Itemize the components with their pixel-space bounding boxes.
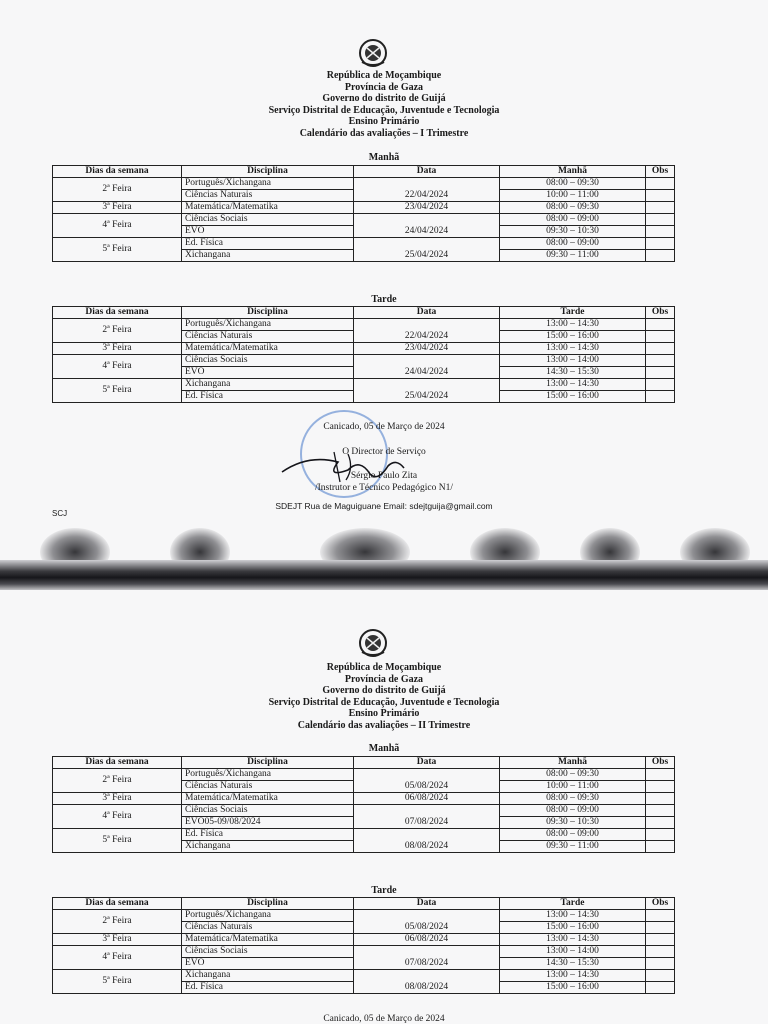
table-row [53, 343, 675, 355]
date-cell: 24/04/2024 [354, 214, 500, 238]
date-cell: 08/08/2024 [354, 829, 500, 853]
column-header: Data [354, 307, 500, 319]
signatory-title: /Instrutor e Técnico Pedagógico N1/ [314, 483, 454, 493]
time-cell: 08:00 – 09:00 [500, 829, 646, 841]
subject-cell: Português/Xichangana [182, 178, 354, 190]
table-header-row [53, 757, 675, 769]
obs-cell [646, 178, 675, 190]
header-line: Governo do distrito de Guijá [322, 93, 446, 105]
time-cell: 14:30 – 15:30 [500, 958, 646, 970]
time-cell: 08:00 – 09:30 [500, 202, 646, 214]
table-row [53, 355, 675, 367]
time-cell: 08:00 – 09:30 [500, 793, 646, 805]
section-title-manha: Manhã [368, 743, 400, 754]
obs-cell [646, 391, 675, 403]
column-header: Obs [646, 307, 675, 319]
obs-cell [646, 934, 675, 946]
subject-cell: Matemática/Matematika [182, 793, 354, 805]
date-cell: 22/04/2024 [354, 319, 500, 343]
column-header: Disciplina [182, 307, 354, 319]
day-cell: 5ª Feira [53, 238, 182, 262]
header-line: Ensino Primário [348, 708, 420, 720]
column-header: Tarde [500, 898, 646, 910]
header-line: Serviço Distrital de Educação, Juventude e Tecnologia [268, 696, 500, 708]
subject-cell: Matemática/Matematika [182, 934, 354, 946]
table-row [53, 805, 675, 817]
date-cell: 06/08/2024 [354, 793, 500, 805]
header-line: República de Moçambique [326, 662, 442, 673]
subject-cell: Xichangana [182, 379, 354, 391]
column-header: Data [354, 166, 500, 178]
obs-cell [646, 214, 675, 226]
day-cell: 4ª Feira [53, 355, 182, 379]
obs-cell [646, 922, 675, 934]
table-header-row [53, 166, 675, 178]
table-row [53, 829, 675, 841]
time-cell: 10:00 – 11:00 [500, 781, 646, 793]
date-cell: 08/08/2024 [354, 970, 500, 994]
reference-code: SCJ [52, 509, 68, 518]
time-cell: 15:00 – 16:00 [500, 982, 646, 994]
subject-cell: Ciências Sociais [182, 355, 354, 367]
day-cell: 4ª Feira [53, 946, 182, 970]
date-cell: 25/04/2024 [354, 379, 500, 403]
obs-cell [646, 379, 675, 391]
mozambique-emblem-icon [358, 38, 388, 68]
day-cell: 2ª Feira [53, 178, 182, 202]
column-header: Disciplina [182, 757, 354, 769]
time-cell: 13:00 – 14:30 [500, 970, 646, 982]
obs-cell [646, 781, 675, 793]
column-header: Manhã [500, 757, 646, 769]
subject-cell: Ciências Naturais [182, 922, 354, 934]
date-cell: 22/04/2024 [354, 178, 500, 202]
column-header: Disciplina [182, 898, 354, 910]
subject-cell: Ciências Naturais [182, 781, 354, 793]
document-page-2 [0, 590, 768, 1024]
obs-cell [646, 319, 675, 331]
document-header [0, 70, 768, 140]
table-row [53, 910, 675, 922]
subject-cell: Ciências Sociais [182, 946, 354, 958]
day-cell: 3ª Feira [53, 202, 182, 214]
time-cell: 13:00 – 14:00 [500, 355, 646, 367]
time-cell: 13:00 – 14:30 [500, 319, 646, 331]
subject-cell: Ciências Sociais [182, 805, 354, 817]
time-cell: 13:00 – 14:30 [500, 910, 646, 922]
time-cell: 10:00 – 11:00 [500, 190, 646, 202]
table-row [53, 238, 675, 250]
column-header: Obs [646, 757, 675, 769]
day-cell: 3ª Feira [53, 793, 182, 805]
day-cell: 2ª Feira [53, 769, 182, 793]
mozambique-emblem-icon [358, 628, 388, 658]
obs-cell [646, 226, 675, 238]
column-header: Dias da semana [53, 166, 182, 178]
obs-cell [646, 190, 675, 202]
table-row [53, 379, 675, 391]
section-title-tarde: Tarde [371, 294, 397, 305]
calendar-title: Calendário das avaliações – I Trimestre [299, 127, 469, 139]
header-line: Serviço Distrital de Educação, Juventude e Tecnologia [268, 104, 500, 116]
column-header: Disciplina [182, 166, 354, 178]
column-header: Dias da semana [53, 898, 182, 910]
obs-cell [646, 355, 675, 367]
subject-cell: Ciências Naturais [182, 331, 354, 343]
obs-cell [646, 805, 675, 817]
column-header: Tarde [500, 307, 646, 319]
day-cell: 4ª Feira [53, 214, 182, 238]
obs-cell [646, 331, 675, 343]
table-row [53, 178, 675, 190]
place-date: Canicado, 05 de Março de 2024 [323, 1014, 445, 1024]
section-title-manha: Manhã [368, 152, 400, 163]
table-row [53, 319, 675, 331]
subject-cell: Ed. Física [182, 238, 354, 250]
schedule-table-afternoon [52, 897, 675, 994]
table-row [53, 946, 675, 958]
table-row [53, 934, 675, 946]
signatory-name: Sérgio Paulo Zita [350, 471, 418, 481]
obs-cell [646, 817, 675, 829]
subject-cell: Ciências Naturais [182, 190, 354, 202]
subject-cell: Ciências Sociais [182, 214, 354, 226]
time-cell: 09:30 – 10:30 [500, 817, 646, 829]
obs-cell [646, 829, 675, 841]
obs-cell [646, 910, 675, 922]
subject-cell: Ed. Física [182, 982, 354, 994]
table-header-row [53, 307, 675, 319]
table-row [53, 214, 675, 226]
time-cell: 14:30 – 15:30 [500, 367, 646, 379]
column-header: Obs [646, 166, 675, 178]
day-cell: 5ª Feira [53, 829, 182, 853]
subject-cell: Xichangana [182, 250, 354, 262]
table-row [53, 769, 675, 781]
subject-cell: EVO [182, 367, 354, 379]
page-separator [0, 560, 768, 592]
section-title-tarde: Tarde [371, 885, 397, 896]
place-date: Canicado, 05 de Março de 2024 [323, 422, 445, 432]
schedule-table-morning [52, 165, 675, 262]
obs-cell [646, 343, 675, 355]
calendar-title: Calendário das avaliações – II Trimestre [297, 719, 471, 731]
date-cell: 05/08/2024 [354, 910, 500, 934]
subject-cell: Português/Xichangana [182, 769, 354, 781]
column-header: Data [354, 898, 500, 910]
date-cell: 07/08/2024 [354, 946, 500, 970]
day-cell: 4ª Feira [53, 805, 182, 829]
header-line: Governo do distrito de Guijá [322, 685, 446, 697]
day-cell: 2ª Feira [53, 319, 182, 343]
column-header: Manhã [500, 166, 646, 178]
time-cell: 08:00 – 09:30 [500, 178, 646, 190]
time-cell: 15:00 – 16:00 [500, 331, 646, 343]
date-cell: 23/04/2024 [354, 343, 500, 355]
schedule-table-morning [52, 756, 675, 853]
subject-cell: Português/Xichangana [182, 910, 354, 922]
subject-cell: EVO [182, 226, 354, 238]
time-cell: 13:00 – 14:30 [500, 343, 646, 355]
column-header: Data [354, 757, 500, 769]
schedule-table-afternoon [52, 306, 675, 403]
date-cell: 25/04/2024 [354, 238, 500, 262]
obs-cell [646, 793, 675, 805]
time-cell: 09:30 – 11:00 [500, 841, 646, 853]
subject-cell: Matemática/Matematika [182, 202, 354, 214]
header-line: Província de Gaza [344, 673, 424, 685]
subject-cell: Ed. Física [182, 391, 354, 403]
subject-cell: Xichangana [182, 841, 354, 853]
day-cell: 3ª Feira [53, 343, 182, 355]
column-header: Dias da semana [53, 757, 182, 769]
obs-cell [646, 946, 675, 958]
document-header [0, 662, 768, 732]
obs-cell [646, 367, 675, 379]
time-cell: 13:00 – 14:30 [500, 934, 646, 946]
obs-cell [646, 841, 675, 853]
time-cell: 15:00 – 16:00 [500, 391, 646, 403]
obs-cell [646, 769, 675, 781]
time-cell: 08:00 – 09:00 [500, 214, 646, 226]
time-cell: 15:00 – 16:00 [500, 922, 646, 934]
obs-cell [646, 970, 675, 982]
time-cell: 09:30 – 10:30 [500, 226, 646, 238]
time-cell: 08:00 – 09:30 [500, 769, 646, 781]
subject-cell: Português/Xichangana [182, 319, 354, 331]
signatory-role: O Director de Serviço [342, 447, 426, 457]
header-line: Província de Gaza [344, 81, 424, 93]
obs-cell [646, 982, 675, 994]
date-cell: 24/04/2024 [354, 355, 500, 379]
date-cell: 06/08/2024 [354, 934, 500, 946]
table-row [53, 202, 675, 214]
subject-cell: EVO05-09/08/2024 [182, 817, 354, 829]
time-cell: 09:30 – 11:00 [500, 250, 646, 262]
contact-address: SDEJT Rua de Maguiguane Email: sdejtguija@gmail.com [275, 501, 493, 511]
obs-cell [646, 250, 675, 262]
table-row [53, 970, 675, 982]
table-row [53, 793, 675, 805]
subject-cell: Matemática/Matematika [182, 343, 354, 355]
obs-cell [646, 202, 675, 214]
date-cell: 05/08/2024 [354, 769, 500, 793]
header-line: República de Moçambique [326, 70, 442, 81]
day-cell: 2ª Feira [53, 910, 182, 934]
time-cell: 13:00 – 14:00 [500, 946, 646, 958]
column-header: Dias da semana [53, 307, 182, 319]
table-header-row [53, 898, 675, 910]
day-cell: 5ª Feira [53, 379, 182, 403]
time-cell: 13:00 – 14:30 [500, 379, 646, 391]
header-line: Ensino Primário [348, 116, 420, 128]
date-cell: 23/04/2024 [354, 202, 500, 214]
obs-cell [646, 958, 675, 970]
day-cell: 5ª Feira [53, 970, 182, 994]
subject-cell: Ed. Física [182, 829, 354, 841]
subject-cell: EVO [182, 958, 354, 970]
time-cell: 08:00 – 09:00 [500, 238, 646, 250]
subject-cell: Xichangana [182, 970, 354, 982]
obs-cell [646, 238, 675, 250]
day-cell: 3ª Feira [53, 934, 182, 946]
date-cell: 07/08/2024 [354, 805, 500, 829]
column-header: Obs [646, 898, 675, 910]
time-cell: 08:00 – 09:00 [500, 805, 646, 817]
